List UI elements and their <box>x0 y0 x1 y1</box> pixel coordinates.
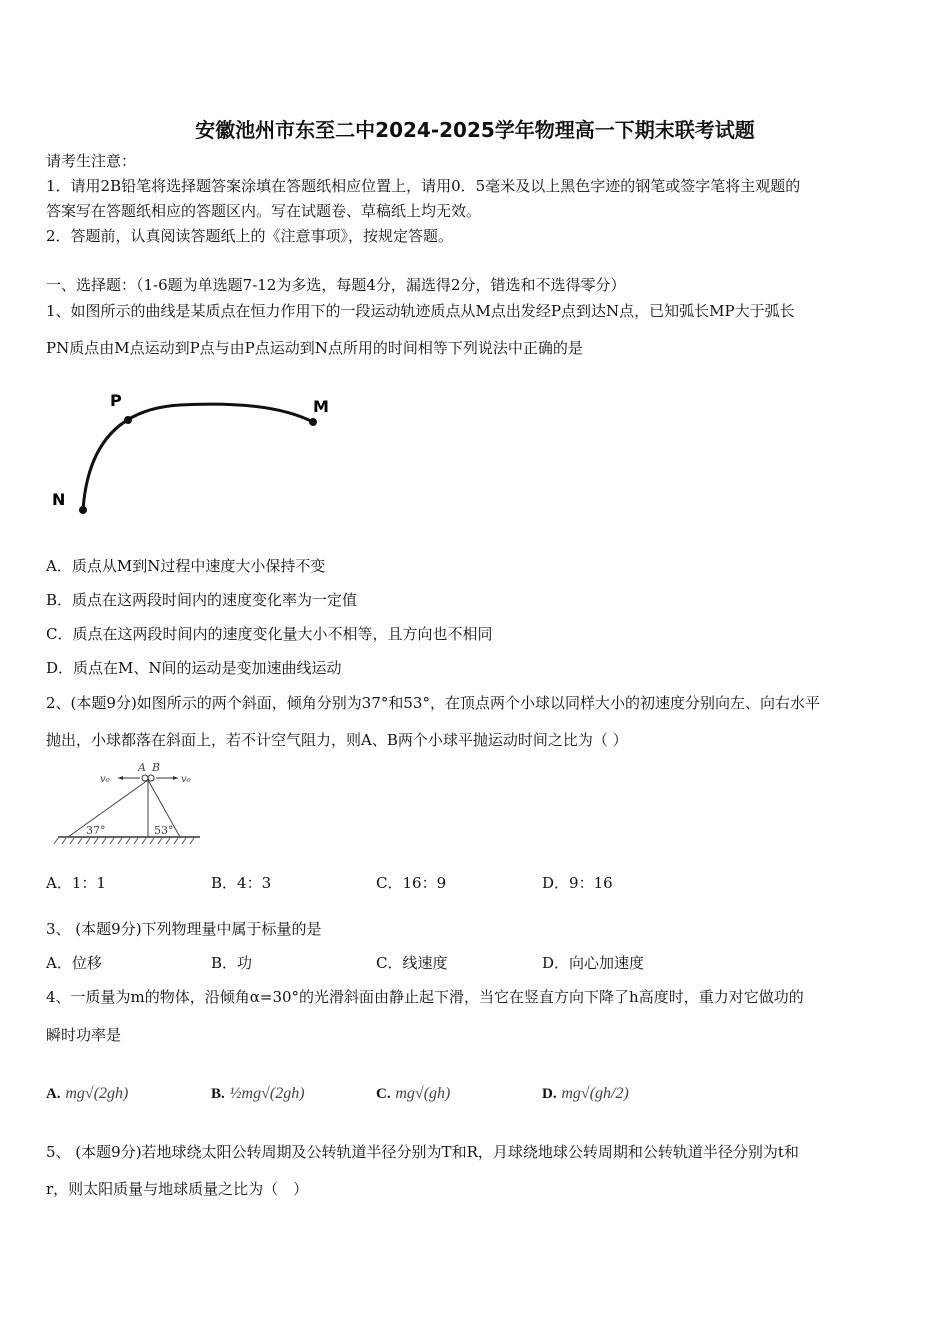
label-p: P <box>110 391 122 410</box>
label-a: A <box>138 762 146 774</box>
q5-text-1: 5、 (本题9分)若地球绕太阳公转周期及公转轨道半径分别为T和R，月球绕地球公转周期和公转轨道半径分别为t和 <box>46 1143 799 1161</box>
label-b: B <box>152 762 161 774</box>
point-m <box>309 418 317 426</box>
q4-option-b: B. ½mg√(2gh) <box>211 1085 305 1102</box>
formula-c: mg√(gh) <box>395 1085 451 1102</box>
notice-line-1b: 答案写在答题纸相应的答题区内。写在试题卷、草稿纸上均无效。 <box>46 202 482 220</box>
notice-line-1: 1．请用2B铅笔将选择题答案涂填在答题纸相应位置上，请用0．5毫米及以上黑色字迹的钢笔或签字笔将主观题的 <box>46 177 801 195</box>
q3-option-a: A．位移 <box>46 954 102 972</box>
q1-option-a: A．质点从M到N过程中速度大小保持不变 <box>46 557 326 575</box>
q2-inclines-figure <box>50 762 210 850</box>
q2-text-2: 抛出，小球都落在斜面上，若不计空气阻力，则A、B两个小球平抛运动时间之比为（ ） <box>46 731 628 749</box>
page-title: 安徽池州市东至二中2024-2025学年物理高一下期末联考试题 <box>195 118 755 142</box>
angle-37: 37° <box>86 824 106 837</box>
q4-option-d: D. mg√(gh/2) <box>542 1085 629 1102</box>
q1-text-1: 1、如图所示的曲线是某质点在恒力作用下的一段运动轨迹质点从M点出发经P点到达N点，已知弧长MP大于弧长 <box>46 302 795 320</box>
q1-option-b: B．质点在这两段时间内的速度变化率为一定值 <box>46 591 358 609</box>
q4-text-2: 瞬时功率是 <box>46 1026 122 1044</box>
q4-option-a: A. mg√(2gh) <box>46 1085 129 1102</box>
notice-line-2: 2．答题前，认真阅读答题纸上的《注意事项》，按规定答题。 <box>46 227 454 245</box>
q4-option-c: C. mg√(gh) <box>376 1085 451 1102</box>
q1-trajectory-figure <box>40 380 340 520</box>
point-p <box>124 416 132 424</box>
q3-option-d: D．向心加速度 <box>542 954 645 972</box>
q3-text: 3、 (本题9分)下列物理量中属于标量的是 <box>46 920 322 938</box>
section-heading: 一、选择题：（1-6题为单选题7-12为多选，每题4分，漏选得2分，错选和不选得零分） <box>46 276 626 294</box>
label-v0-right: v₀ <box>181 774 191 785</box>
q5-text-2: r，则太阳质量与地球质量之比为（ ） <box>46 1180 309 1198</box>
formula-b: ½mg√(2gh) <box>229 1085 305 1102</box>
q2-option-c: C．16：9 <box>376 874 447 892</box>
q2-option-d: D．9：16 <box>542 874 613 892</box>
angle-53: 53° <box>154 824 174 837</box>
label-n: N <box>52 490 66 509</box>
label-m: M <box>313 397 329 416</box>
q2-option-a: A．1：1 <box>46 874 106 892</box>
trajectory-curve <box>83 404 313 510</box>
label-v0-left: v₀ <box>100 774 110 785</box>
q2-text-1: 2、(本题9分)如图所示的两个斜面，倾角分别为37°和53°，在顶点两个小球以同样大小的初速度分别向左、向右水平 <box>46 694 820 712</box>
q1-option-d: D．质点在M、N间的运动是变加速曲线运动 <box>46 659 342 677</box>
q3-option-b: B．功 <box>211 954 253 972</box>
q1-text-2: PN质点由M点运动到P点与由P点运动到N点所用的时间相等下列说法中正确的是 <box>46 339 583 357</box>
point-n <box>79 506 87 514</box>
formula-d: mg√(gh/2) <box>561 1085 629 1102</box>
q4-text-1: 4、一质量为m的物体，沿倾角α=30°的光滑斜面由静止起下滑，当它在竖直方向下降了h高度时，重力对它做功的 <box>46 988 804 1006</box>
q3-option-c: C．线速度 <box>376 954 448 972</box>
formula-a: mg√(2gh) <box>65 1085 129 1102</box>
notice-heading: 请考生注意： <box>46 152 137 170</box>
q1-option-c: C．质点在这两段时间内的速度变化量大小不相等，且方向也不相同 <box>46 625 493 643</box>
q2-option-b: B．4：3 <box>211 874 272 892</box>
